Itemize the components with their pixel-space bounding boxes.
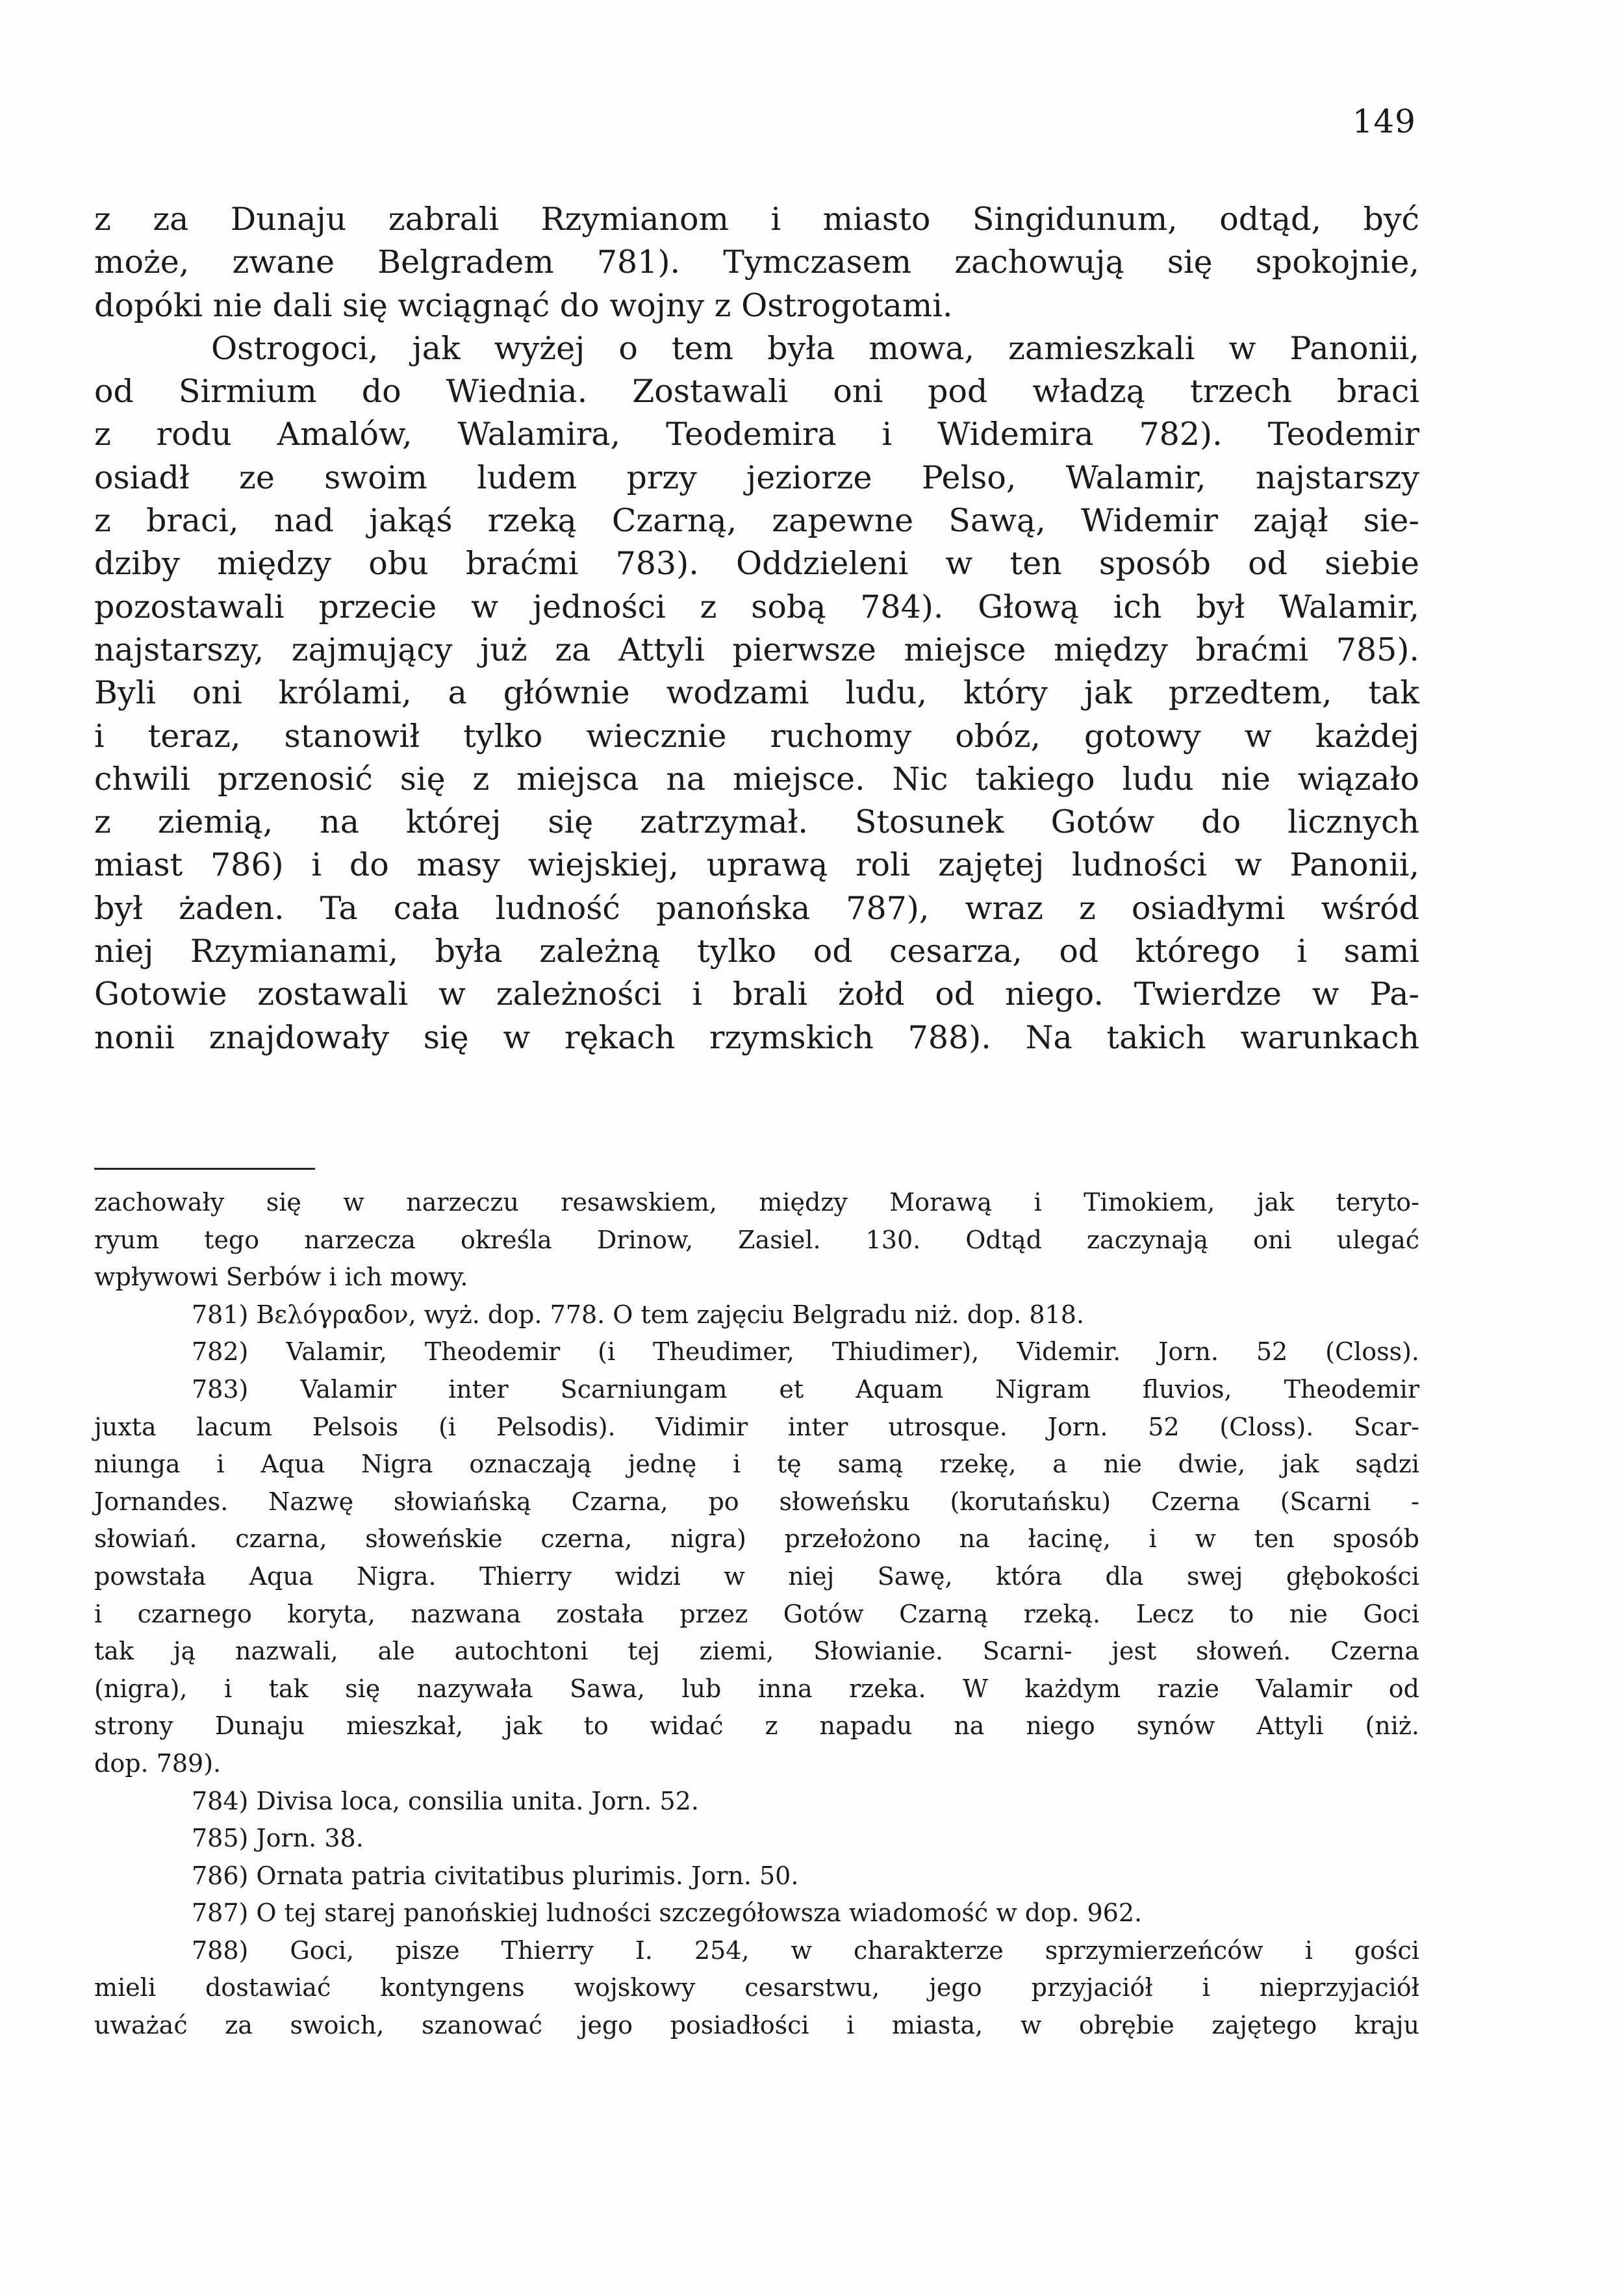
footnote-line: zachowały się w narzeczu resawskiem, między Morawą i Timokiem, jak teryto-: [94, 1188, 1419, 1217]
footnote-785: 785) Jorn. 38.: [192, 1824, 364, 1853]
footnote-786: 786) Ornata patria civitatibus plurimis. Jorn. 50.: [192, 1861, 799, 1890]
footnote-788: 788) Goci, pisze Thierry I. 254, w charakterze sprzymierzeńców i gości: [192, 1936, 1419, 1965]
footnote-line: mieli dostawiać kontyngens wojskowy cesarstwu, jego przyjaciół i nieprzyjaciół: [94, 1973, 1419, 2002]
text-line: i teraz, stanowił tylko wiecznie ruchomy obóz, gotowy w każdej: [94, 717, 1419, 755]
text-line: z rodu Amalów, Walamira, Teodemira i Widemira 782). Teodemir: [94, 416, 1419, 453]
footnote-line: juxta lacum Pelsois (i Pelsodis). Vidimir inter utrosque. Jorn. 52 (Closs). Scar-: [94, 1412, 1419, 1441]
footnotes: [94, 1184, 1419, 2045]
text-line: nonii znajdowały się w rękach rzymskich 788). Na takich warunkach: [94, 1018, 1419, 1056]
text-line: dopóki nie dali się wciągnąć do wojny z Ostrogotami.: [94, 286, 953, 324]
footnote-line: ryum tego narzecza określa Drinow, Zasiel. 130. Odtąd zaczynają oni ulegać: [94, 1225, 1419, 1254]
footnote-783: 783) Valamir inter Scarniungam et Aquam Nigram fluvios, Theodemir: [192, 1374, 1419, 1404]
text-line: niej Rzymianami, była zależną tylko od cesarza, od którego i sami: [94, 933, 1419, 970]
footnote-787: 787) O tej starej panońskiej ludności szczegółowsza wiadomość w dop. 962.: [192, 1899, 1143, 1928]
text-line: może, zwane Belgradem 781). Tymczasem zachowują się spokojnie,: [94, 244, 1419, 281]
text-line: z za Dunaju zabrali Rzymianom i miasto Singidunum, odtąd, być: [94, 201, 1419, 238]
text-line: Byli oni królami, a głównie wodzami ludu, który jak przedtem, tak: [94, 674, 1419, 712]
footnote-782: 782) Valamir, Theodemir (i Theudimer, Thiudimer), Videmir. Jorn. 52 (Closs).: [192, 1337, 1419, 1367]
text-line: miast 786) i do masy wiejskiej, uprawą roli zajętej ludności w Panonii,: [94, 846, 1419, 884]
footnote-line: tak ją nazwali, ale autochtoni tej ziemi, Słowianie. Scarni- jest słoweń. Czerna: [94, 1637, 1419, 1666]
footnote-781: 781) Βελόγραδον, wyż. dop. 778. O tem zajęciu Belgradu niż. dop. 818.: [192, 1300, 1085, 1329]
footnote-line: niunga i Aqua Nigra oznaczają jednę i tę samą rzekę, a nie dwie, jak sądzi: [94, 1450, 1419, 1479]
text-line: osiadł ze swoim ludem przy jeziorze Pelso, Walamir, najstarszy: [94, 459, 1419, 496]
footnote-line: słowiań. czarna, słoweńskie czerna, nigra) przełożono na łacinę, i w ten sposób: [94, 1524, 1419, 1554]
text-line: chwili przenosić się z miejsca na miejsce. Nic takiego ludu nie wiązało: [94, 760, 1419, 798]
footnote-line: (nigra), i tak się nazywała Sawa, lub inna rzeka. W każdym razie Valamir od: [94, 1674, 1419, 1703]
text-line: dziby między obu braćmi 783). Oddzieleni w ten sposób od siebie: [94, 545, 1419, 583]
footnote-line: strony Dunaju mieszkał, jak to widać z napadu na niego synów Attyli (niż.: [94, 1711, 1419, 1741]
footnote-line: uważać za swoich, szanować jego posiadłości i miasta, w obrębie zajętego kraju: [94, 2011, 1419, 2040]
text-line: Ostrogoci, jak wyżej o tem była mowa, zamieszkali w Panonii,: [211, 329, 1419, 367]
main-text: [94, 198, 1419, 1059]
footnote-separator: [94, 1168, 315, 1170]
footnote-line: powstała Aqua Nigra. Thierry widzi w niej Sawę, która dla swej głębokości: [94, 1561, 1419, 1591]
text-line: Gotowie zostawali w zależności i brali żołd od niego. Twierdze w Pa-: [94, 976, 1419, 1013]
text-line: był żaden. Ta cała ludność panońska 787), wraz z osiadłymi wśród: [94, 889, 1419, 927]
footnote-line: i czarnego koryta, nazwana została przez Gotów Czarną rzeką. Lecz to nie Goci: [94, 1599, 1419, 1628]
footnote-line: wpływowi Serbów i ich mowy.: [94, 1263, 468, 1292]
text-line: pozostawali przecie w jedności z sobą 784). Głową ich był Walamir,: [94, 588, 1419, 625]
footnote-784: 784) Divisa loca, consilia unita. Jorn. 52.: [192, 1786, 699, 1815]
footnote-line: dop. 789).: [94, 1748, 222, 1778]
page-number: 149: [1352, 103, 1416, 140]
text-line: najstarszy, zajmujący już za Attyli pierwsze miejsce między braćmi 785).: [94, 631, 1419, 668]
text-line: z braci, nad jakąś rzeką Czarną, zapewne Sawą, Widemir zajął sie-: [94, 502, 1419, 540]
footnote-line: Jornandes. Nazwę słowiańską Czarna, po słoweńsku (korutańsku) Czerna (Scarni -: [94, 1487, 1419, 1516]
text-line: z ziemią, na której się zatrzymał. Stosunek Gotów do licznych: [94, 803, 1419, 841]
text-line: od Sirmium do Wiednia. Zostawali oni pod władzą trzech braci: [94, 373, 1419, 410]
